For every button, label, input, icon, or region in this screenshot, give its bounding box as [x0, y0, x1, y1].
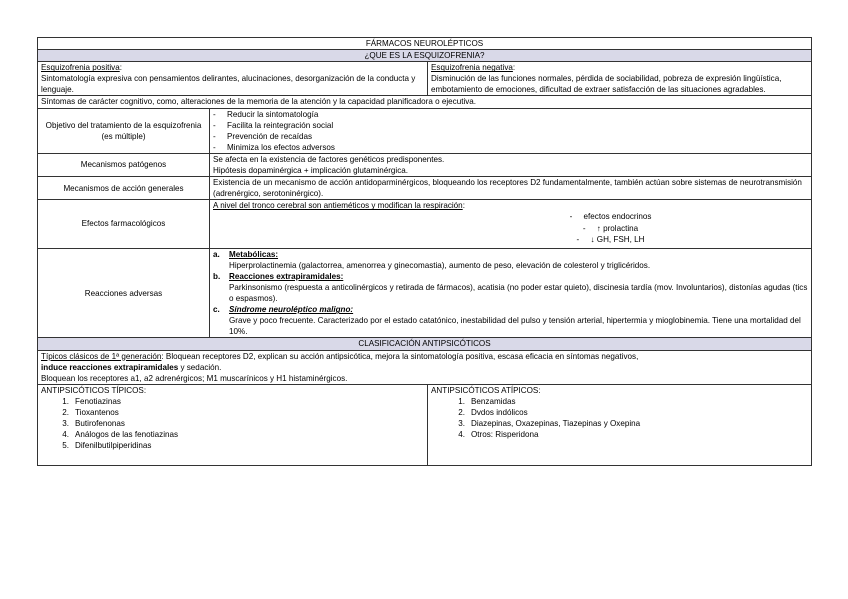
efectos-cell — [210, 200, 812, 248]
list-item: 2. Dvdos indólicos — [458, 408, 528, 417]
negativa-cell — [428, 62, 812, 96]
positiva-label: Esquizofrenia positiva — [41, 63, 120, 73]
list-item: 4. Otros: Risperidona — [458, 430, 539, 440]
list-item: - Minimiza los efectos adversos — [213, 142, 335, 152]
tipicos-intro-text2: y sedación. — [178, 362, 222, 372]
section-heading-esquizofrenia: ¿QUE ES LA ESQUIZOFRENIA? — [38, 50, 812, 62]
efectos-colon: : — [462, 201, 465, 211]
reaccion-text: Parkinsonismo (respuesta a anticolinérgicos y retirada de fármacos), acatisia (no poder estar quieto), discinesia tardía (mov. Involuntarios), distonías agudas (tics o espasmos). — [229, 282, 808, 304]
reaccion-text: Hiperprolactinemia (galactorrea, amenorrea y ginecomastia), aumento de peso, elevación de colesterol y triglicéridos. — [229, 260, 651, 270]
tipicos-heading: ANTIPSICÓTICOS TÍPICOS: — [41, 385, 147, 395]
negativa-label: Esquizofrenia negativa — [431, 63, 513, 73]
reaccion-text: Grave y poco frecuente. Caracterizado por el estado catatónico, inestabilidad del pulso y tensión arterial, hipertermia y mioglobinemia. Tiene una mortalidad del 10%. — [229, 316, 801, 337]
objetivo-list — [210, 108, 812, 153]
atipicos-cell — [428, 384, 812, 466]
cognitivo-row: Síntomas de carácter cognitivo, como, alteraciones de la memoria de la atención y la capacidad planificadora o ejecutiva. — [38, 96, 812, 108]
negativa-text: Disminución de las funciones normales, pérdida de sociabilidad, pobreza de expresión lingüística, embotamiento de emociones, dificultad de extraer satisfacción de las situaciones agradables. — [431, 74, 782, 95]
list-item: - Prevención de recaídas — [213, 131, 313, 141]
list-item: 3. Butirofenonas — [62, 419, 125, 429]
efectos-heading: A nivel del tronco cerebral son antieméticos y modifican la respiración — [213, 201, 463, 211]
list-item: 1. Fenotiazinas — [62, 396, 121, 406]
list-item: - ↓ GH, FSH, LH — [576, 234, 645, 244]
list-item: 4. Análogos de las fenotiazinas — [62, 430, 179, 440]
reaccion-title: a. Metabólicas: — [213, 249, 279, 259]
positiva-colon: : — [119, 63, 122, 73]
list-item: - Reducir la sintomatología — [213, 109, 319, 119]
reaccion-title: c. Síndrome neuroléptico maligno: — [213, 305, 354, 315]
tipicos-intro-line3: Bloquean los receptores a1, a2 adrenérgicos; M1 muscarínicos y H1 histaminérgicos. — [41, 373, 348, 383]
accion-text: Existencia de un mecanismo de acción antidoparminérgicos, bloqueando los receptores D2 fundamentalmente, también actúan sobre sistemas de neurotransmisión (adrenérgico, serotoninérgico). — [210, 177, 812, 200]
reaccion-title: b. Reacciones extrapiramidales: — [213, 271, 344, 281]
reacciones-label: Reacciones adversas — [38, 248, 210, 338]
patogenos-line: Se afecta en la existencia de factores genéticos predisponentes. — [213, 154, 445, 164]
objetivo-label: Objetivo del tratamiento de la esquizofrenia (es múltiple) — [38, 108, 210, 153]
tipicos-intro-label: Típicos clásicos de 1ª generación — [41, 351, 162, 361]
list-item: 3. Diazepinas, Oxazepinas, Tiazepinas y Oxepina — [458, 419, 641, 429]
tipicos-intro-text: : Bloquean receptores D2, explican su acción antipsicótica, mejora la sintomatología positiva, escasa eficacia en síntomas negativos, — [161, 351, 639, 361]
reacciones-cell — [210, 248, 812, 338]
patogenos-label: Mecanismos patógenos — [38, 153, 210, 176]
patogenos-line: Hipótesis dopaminérgica + implicación glutaminérgica. — [213, 166, 409, 176]
list-item: - efectos endocrinos — [569, 212, 652, 222]
negativa-colon: : — [512, 63, 516, 73]
tipicos-intro — [38, 350, 812, 384]
document-title: FÁRMACOS NEUROLÉPTICOS — [38, 38, 812, 50]
patogenos-text — [210, 153, 812, 176]
list-item: 1. Benzamidas — [458, 396, 516, 406]
section-heading-clasificacion: CLASIFICACIÓN ANTIPSICÓTICOS — [38, 338, 812, 350]
list-item: - ↑ prolactina — [582, 223, 639, 233]
list-item: - Facilita la reintegración social — [213, 120, 334, 130]
list-item: 2. Tioxantenos — [62, 408, 119, 417]
positiva-text: Sintomatología expresiva con pensamientos delirantes, alucinaciones, desorganización de la conducta y lenguaje. — [41, 74, 416, 95]
accion-label: Mecanismos de acción generales — [38, 177, 210, 200]
neurolepticos-table — [37, 37, 812, 466]
tipicos-intro-bold: induce reacciones extrapiramidales — [41, 362, 179, 372]
tipicos-cell — [38, 384, 428, 466]
positiva-cell — [38, 62, 428, 96]
list-item: 5. Difenilbutilpiperidinas — [62, 441, 152, 451]
atipicos-heading: ANTIPSICÓTICOS ATÍPICOS: — [431, 385, 541, 395]
efectos-label: Efectos farmacológicos — [38, 200, 210, 248]
